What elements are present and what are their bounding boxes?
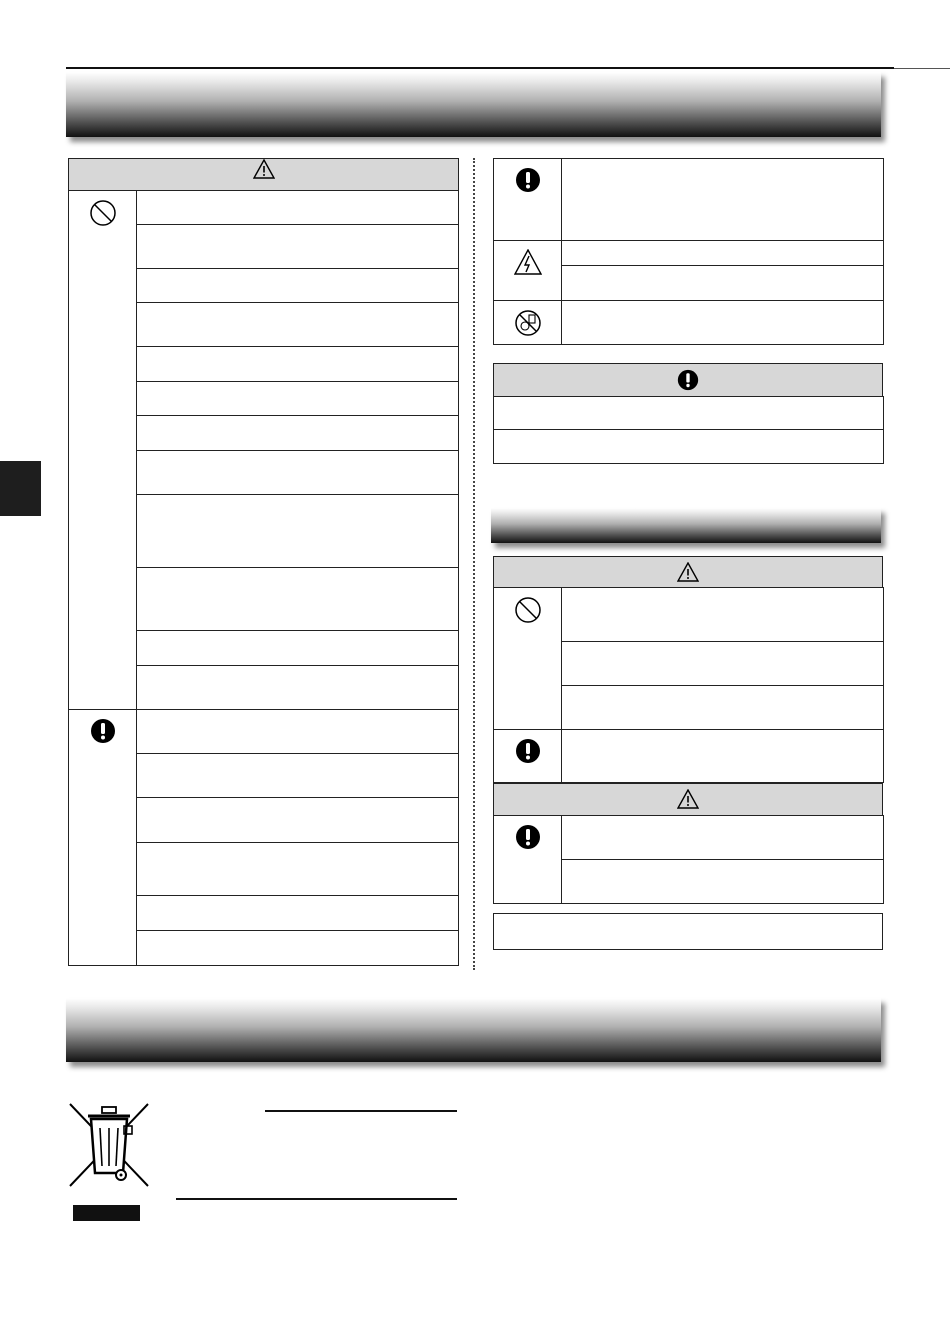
table-row (137, 382, 459, 416)
table-row (494, 430, 884, 464)
table-row (562, 266, 884, 301)
warning-header (69, 159, 459, 191)
electric-shock-icon (514, 249, 542, 275)
exclamation-mandatory-icon (515, 167, 541, 193)
table-row (137, 495, 459, 568)
table-row (137, 798, 459, 843)
warning-header-3 (493, 783, 883, 816)
disposal-rule-bottom (176, 1198, 457, 1200)
prohibited-symbol-cell (69, 191, 137, 710)
table-row (562, 159, 884, 241)
table-row (137, 631, 459, 666)
column-divider (473, 158, 475, 970)
table-row (137, 710, 459, 754)
table-row (137, 451, 459, 495)
table-row (137, 931, 459, 966)
no-water-icon (514, 309, 542, 337)
mandatory-symbol-cell (494, 816, 562, 904)
warning-table-right-bottom (493, 815, 884, 904)
warning-table-left (68, 158, 459, 966)
exclamation-mandatory-icon (677, 369, 699, 391)
disposal-rule-top (265, 1110, 457, 1112)
table-row (137, 269, 459, 303)
warning-table-right-mid (493, 587, 884, 783)
weee-black-bar (73, 1205, 140, 1221)
table-row (137, 225, 459, 269)
exclamation-mandatory-icon (90, 718, 116, 744)
electric-symbol-cell (494, 241, 562, 301)
table-row (562, 816, 884, 860)
table-row (494, 397, 884, 430)
mandatory-symbol-cell (69, 710, 137, 966)
section-banner-safety (66, 72, 881, 137)
table-row (137, 191, 459, 225)
prohibited-circle-icon (89, 199, 117, 227)
exclamation-mandatory-icon (515, 824, 541, 850)
prohibited-symbol-cell (494, 588, 562, 730)
warning-triangle-icon (677, 789, 699, 809)
caution-table (493, 396, 884, 464)
table-row (137, 416, 459, 451)
crossed-out-wheeled-bin-icon (66, 1100, 152, 1190)
weee-symbol (66, 1100, 152, 1190)
table-row (137, 754, 459, 798)
table-row (562, 730, 884, 783)
table-row (562, 686, 884, 730)
warning-table-right-top (493, 158, 884, 345)
no-water-symbol-cell (494, 301, 562, 345)
top-rule (66, 67, 894, 69)
chapter-side-tab (0, 461, 41, 516)
table-row (137, 896, 459, 931)
warning-triangle-icon (677, 562, 699, 582)
prohibited-circle-icon (514, 596, 542, 624)
warning-header-2 (493, 556, 883, 588)
section-banner-disposal (66, 998, 881, 1062)
table-row (562, 588, 884, 642)
table-row (562, 642, 884, 686)
section-banner-sub (491, 508, 881, 543)
table-row (562, 241, 884, 266)
caution-header (493, 363, 883, 397)
note-box (493, 913, 883, 950)
mandatory-symbol-cell (494, 159, 562, 241)
top-rule-extension (894, 68, 950, 69)
table-row (562, 301, 884, 345)
table-row (137, 568, 459, 631)
warning-triangle-icon (253, 159, 275, 179)
exclamation-mandatory-icon (515, 738, 541, 764)
table-row (137, 666, 459, 710)
table-row (137, 347, 459, 382)
table-row (137, 843, 459, 896)
table-row (137, 303, 459, 347)
table-row (562, 860, 884, 904)
mandatory-symbol-cell (494, 730, 562, 783)
